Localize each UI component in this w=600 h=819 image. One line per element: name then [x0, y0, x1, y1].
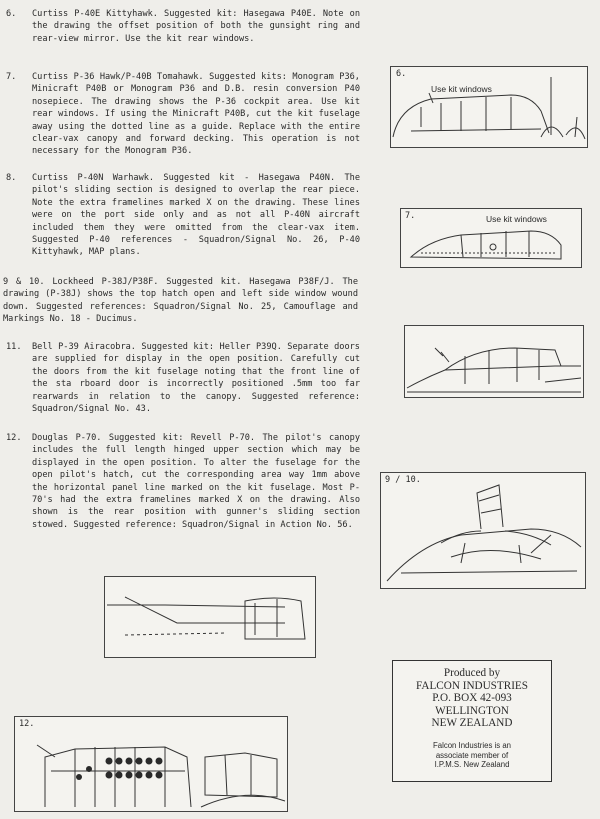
entry-6	[6, 8, 360, 58]
membership-note	[393, 741, 551, 770]
figure-12-fuselage	[104, 576, 316, 658]
p70-fuselage-drawing	[105, 577, 315, 657]
entry-number: 9 & 10.	[3, 277, 45, 287]
figure-9-10	[380, 472, 586, 589]
po-box: P.O. BOX 42-093	[432, 692, 512, 705]
figure-11	[404, 325, 584, 398]
entry-text: Bell P-39 Airacobra. Suggested kit: Heller P39Q. Separate doors are supplied for display in the open position. Carefully cut the doors from the kit fuselage noting that the front line of the sta rboard door is incorrectly positioned .5mm too far rearwards in relation to the canopy. Suggested reference: Squadron/Signal No. 43.	[32, 342, 360, 415]
entry-text: Curtiss P-36 Hawk/P-40B Tomahawk. Suggested kits: Monogram P36, Minicraft P40B or Monogram P36 and D.B. resin conversion P40 nosepiece. The drawing shows the P-36 cockpit area. Use kit rear windows. If using the Minicraft P40B, cut the kit fuselage away using the dotted line as a guide. Replace with the entire clear-vax canopy and forward decking. This operation is not necessary for the Monogram P36.	[32, 72, 360, 157]
membership-line: Falcon Industries is an	[432, 740, 511, 750]
producer-info-box	[392, 660, 552, 782]
figure-note: Use kit windows	[486, 214, 547, 224]
figure-note: Use kit windows	[431, 84, 492, 94]
producer-address	[393, 667, 551, 730]
lightning-canopy-drawing	[381, 473, 585, 588]
entry-9-10	[3, 276, 360, 328]
membership-line: I.P.M.S. New Zealand	[434, 760, 510, 770]
entry-8	[6, 172, 360, 268]
figure-6	[390, 66, 588, 148]
figure-label: 12.	[19, 719, 35, 729]
entry-number: 11.	[6, 342, 22, 352]
entry-text	[3, 276, 358, 326]
figure-12	[14, 716, 288, 812]
figure-label: 9 / 10.	[385, 475, 421, 485]
entry-number: 7.	[6, 72, 17, 82]
figure-label: 6.	[396, 69, 407, 79]
figure-label: 7.	[405, 211, 416, 221]
entry-11	[6, 341, 360, 425]
entry-7	[6, 71, 360, 167]
p70-canopy-drawing	[15, 717, 287, 811]
tomahawk-canopy-drawing	[401, 209, 581, 267]
entry-text: Curtiss P-40E Kittyhawk. Suggested kit: Hasegawa P40E. Note on the drawing the offset position of both the gunsight ring and rear-view mirror. Use the kit rear windows.	[32, 9, 360, 44]
country: NEW ZEALAND	[431, 717, 513, 730]
airacobra-canopy-drawing	[405, 326, 583, 397]
entry-text: Curtiss P-40N Warhawk. Suggested kit - Hasegawa P40N. The pilot's sliding section is designed to overlap the rear piece. Note the extra framelines marked X on the drawing. These lines were on the port side only and as not all P-40N aircraft included them they were omitted from the clear-vax item. Suggested P-40 references - Squadron/Signal No. 26, P-40 Kittyhawk, MAP plans.	[32, 173, 360, 258]
entry-number: 6.	[6, 9, 17, 19]
membership-line: associate member of	[435, 750, 509, 760]
entry-body: Lockheed P-38J/P38F. Suggested kit. Hasegawa P38F/J. The drawing (P-38J) shows the top hatch open and left side window wound down. Suggested references: Squadron/Signal No. 25, Camouflage and Markings No. 18 - Ducimus.	[3, 277, 358, 325]
kittyhawk-canopy-drawing	[391, 67, 587, 147]
entry-12	[6, 432, 360, 532]
figure-7	[400, 208, 582, 268]
entry-text: Douglas P-70. Suggested kit: Revell P-70. The pilot's canopy includes the full length hinged upper section which may be displayed in the open position. To alter the fuselage for the open pilot's hatch, cut the corresponding area way 1mm above the horizontal panel line marked on the kit fuselage. Most P-70's had the extra framelines marked X on the drawing. Also shown is the rear position with gunner's sliding section stowed. Suggested reference: Squadron/Signal in Action No. 56.	[32, 433, 360, 530]
company-name: FALCON INDUSTRIES	[416, 679, 528, 692]
producer-line: Produced by	[443, 667, 501, 679]
city: WELLINGTON	[435, 704, 509, 717]
entry-number: 8.	[6, 173, 17, 183]
entry-number: 12.	[6, 433, 22, 443]
